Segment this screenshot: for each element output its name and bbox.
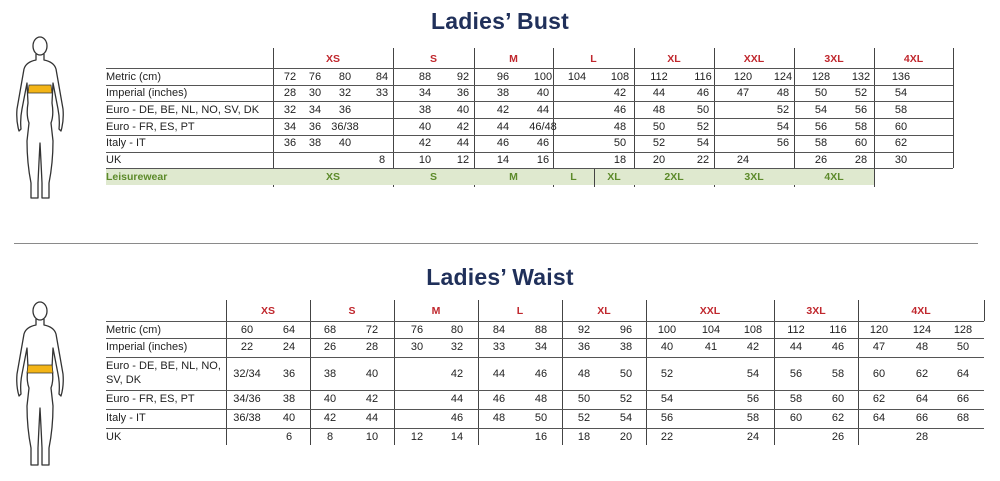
- waist-value: 60: [831, 393, 845, 405]
- bust-value: 26: [814, 154, 828, 166]
- waist-row-divider: [106, 321, 984, 322]
- waist-value: 22: [660, 431, 674, 443]
- waist-value: 20: [619, 431, 633, 443]
- bust-value: 120: [733, 70, 753, 83]
- waist-value: 92: [577, 324, 591, 336]
- waist-value: 104: [701, 324, 721, 336]
- bust-value: 38: [308, 137, 322, 150]
- waist-value: 50: [577, 393, 591, 405]
- waist-value: 28: [915, 431, 929, 443]
- bust-value: 46: [536, 137, 550, 150]
- waist-value: 32/34: [233, 368, 261, 380]
- waist-column-divider: [984, 300, 985, 321]
- waist-value: 62: [915, 368, 929, 380]
- waist-value: 64: [956, 368, 970, 380]
- bust-row-label: Euro - FR, ES, PT: [106, 120, 195, 133]
- waist-value: 6: [285, 431, 293, 443]
- waist-value: 48: [534, 393, 548, 405]
- leisure-divider: [594, 169, 595, 187]
- bust-value: 32: [283, 103, 297, 116]
- waist-value: 42: [365, 393, 379, 405]
- waist-value: 50: [956, 341, 970, 353]
- waist-value: 48: [577, 368, 591, 380]
- bust-value: 10: [418, 154, 432, 166]
- bust-value: 54: [814, 103, 828, 116]
- bust-size-header: L: [590, 53, 597, 65]
- waist-value: 54: [746, 368, 760, 380]
- bust-value: 58: [854, 120, 868, 133]
- bust-size-header: XS: [325, 53, 340, 65]
- bust-value: 108: [610, 70, 630, 83]
- waist-row-label: Imperial (inches): [106, 341, 188, 353]
- bust-value: 56: [776, 137, 790, 150]
- waist-value: 52: [577, 412, 591, 424]
- bust-value: 72: [283, 70, 297, 83]
- waist-row-divider: [106, 338, 984, 339]
- waist-value: 44: [492, 368, 506, 380]
- waist-row-label: Euro - FR, ES, PT: [106, 393, 195, 405]
- waist-value: 58: [789, 393, 803, 405]
- bust-value: 60: [894, 120, 908, 133]
- bust-value: 40: [418, 120, 432, 133]
- waist-value: 68: [956, 412, 970, 424]
- bust-row-label: Metric (cm): [106, 70, 161, 83]
- waist-size-header: XXL: [699, 305, 721, 317]
- waist-value: 38: [323, 368, 337, 380]
- waist-row-divider: [106, 357, 984, 358]
- waist-value: 42: [746, 341, 760, 353]
- waist-value: 60: [240, 324, 254, 336]
- waist-row-label: Italy - IT: [106, 412, 146, 424]
- leisurewear-size: S: [429, 171, 437, 184]
- bust-value: 54: [776, 120, 790, 133]
- bust-value: 58: [894, 103, 908, 116]
- bust-value: 30: [308, 87, 322, 100]
- waist-value: 34: [534, 341, 548, 353]
- waist-value: 58: [746, 412, 760, 424]
- waist-value: 56: [789, 368, 803, 380]
- waist-value: 28: [365, 341, 379, 353]
- bust-value: 50: [814, 87, 828, 100]
- waist-value: 24: [746, 431, 760, 443]
- female-figure-bust-icon: [10, 33, 70, 203]
- waist-value: 33: [492, 341, 506, 353]
- waist-value: 50: [619, 368, 633, 380]
- bust-value: 38: [418, 103, 432, 116]
- waist-value: 36/38: [233, 412, 261, 424]
- bust-value: 22: [696, 154, 710, 166]
- female-figure-waist-icon: [10, 298, 70, 470]
- bust-value: 52: [854, 87, 868, 100]
- waist-value: 46: [534, 368, 548, 380]
- bust-value: 34: [308, 103, 322, 116]
- waist-value: 112: [787, 324, 805, 336]
- bust-value: 50: [613, 137, 627, 150]
- bust-value: 28: [854, 154, 868, 166]
- bust-value: 112: [650, 70, 668, 83]
- waist-value: 10: [365, 431, 379, 443]
- waist-value: 14: [450, 431, 464, 443]
- waist-value: 50: [534, 412, 548, 424]
- bust-value: 132: [851, 70, 871, 83]
- waist-value: 46: [450, 412, 464, 424]
- bust-value: 54: [696, 137, 710, 150]
- bust-value: 42: [418, 137, 432, 150]
- bust-value: 42: [456, 120, 470, 133]
- waist-value: 26: [323, 341, 337, 353]
- waist-value: 64: [282, 324, 296, 336]
- divider: [14, 243, 978, 244]
- bust-value: 48: [652, 103, 666, 116]
- waist-value: 34/36: [233, 393, 261, 405]
- bust-value: 128: [811, 70, 831, 83]
- waist-value: 38: [282, 393, 296, 405]
- waist-value: 44: [450, 393, 464, 405]
- waist-value: 62: [872, 393, 886, 405]
- waist-value: 32: [450, 341, 464, 353]
- bust-value: 62: [894, 137, 908, 150]
- bust-value: 34: [418, 87, 432, 100]
- waist-value: 116: [829, 324, 847, 336]
- waist-value: 38: [619, 341, 633, 353]
- waist-value: 42: [450, 368, 464, 380]
- bust-value: 38: [496, 87, 510, 100]
- waist-value: 41: [704, 341, 718, 353]
- bust-value: 12: [456, 154, 470, 166]
- bust-value: 46: [696, 87, 710, 100]
- bust-value: 46: [613, 103, 627, 116]
- bust-row-label: Euro - DE, BE, NL, NO, SV, DK: [106, 103, 260, 116]
- waist-value: 40: [365, 368, 379, 380]
- bust-value: 36: [308, 120, 322, 133]
- waist-row-divider: [106, 409, 984, 410]
- bust-value: 76: [308, 70, 322, 83]
- bust-value: 24: [736, 154, 750, 166]
- waist-value: 100: [657, 324, 677, 336]
- bust-value: 60: [854, 137, 868, 150]
- bust-value: 88: [418, 70, 432, 83]
- bust-value: 48: [776, 87, 790, 100]
- waist-title: Ladies’ Waist: [426, 264, 574, 290]
- bust-value: 104: [567, 70, 587, 83]
- bust-value: 33: [375, 87, 389, 100]
- waist-row-label: UK: [106, 431, 122, 443]
- waist-size-header: 3XL: [806, 305, 826, 317]
- waist-value: 36: [577, 341, 591, 353]
- waist-value: 66: [915, 412, 929, 424]
- bust-value: 36: [283, 137, 297, 150]
- waist-value: 56: [746, 393, 760, 405]
- waist-value: 60: [872, 368, 886, 380]
- bust-value: 8: [378, 154, 386, 166]
- bust-size-header: S: [429, 53, 437, 65]
- leisurewear-size: L: [570, 171, 577, 184]
- bust-value: 16: [536, 154, 550, 166]
- bust-value: 52: [776, 103, 790, 116]
- bust-value: 42: [496, 103, 510, 116]
- bust-value: 56: [814, 120, 828, 133]
- waist-size-header: XL: [597, 305, 611, 317]
- bust-size-header: XL: [667, 53, 681, 65]
- bust-value: 20: [652, 154, 666, 166]
- waist-row-divider: [106, 428, 984, 429]
- bust-value: 92: [456, 70, 470, 83]
- waist-value: 124: [912, 324, 932, 336]
- waist-value: 108: [743, 324, 763, 336]
- waist-value: 40: [660, 341, 674, 353]
- bust-value: 44: [456, 137, 470, 150]
- waist-value: 64: [915, 393, 929, 405]
- waist-value: 12: [410, 431, 424, 443]
- waist-value: 44: [789, 341, 803, 353]
- bust-value: 32: [338, 87, 352, 100]
- bust-title: Ladies’ Bust: [431, 8, 569, 34]
- waist-value: 18: [577, 431, 591, 443]
- waist-value: 62: [831, 412, 845, 424]
- waist-value: 128: [953, 324, 973, 336]
- waist-value: 48: [492, 412, 506, 424]
- waist-value: 8: [326, 431, 334, 443]
- leisurewear-size: 4XL: [824, 171, 844, 184]
- waist-size-header: XS: [260, 305, 275, 317]
- bust-value: 54: [894, 87, 908, 100]
- waist-row-label: Euro - DE, BE, NL, NO, SV, DK: [106, 360, 221, 386]
- waist-value: 47: [872, 341, 886, 353]
- waist-value: 60: [789, 412, 803, 424]
- waist-row-divider: [106, 390, 984, 391]
- bust-column-divider: [953, 48, 954, 168]
- bust-value: 116: [694, 70, 712, 83]
- bust-row-label: Italy - IT: [106, 137, 146, 150]
- bust-value: 96: [496, 70, 510, 83]
- bust-row-label: UK: [106, 154, 122, 166]
- waist-size-header: 4XL: [911, 305, 931, 317]
- waist-value: 58: [831, 368, 845, 380]
- waist-value: 54: [619, 412, 633, 424]
- waist-value: 42: [323, 412, 337, 424]
- bust-value: 100: [533, 70, 553, 83]
- leisurewear-size: 3XL: [744, 171, 764, 184]
- bust-value: 80: [338, 70, 352, 83]
- bust-size-header: M: [509, 53, 518, 65]
- waist-value: 40: [323, 393, 337, 405]
- waist-value: 80: [450, 324, 464, 336]
- waist-value: 52: [660, 368, 674, 380]
- waist-value: 22: [240, 341, 254, 353]
- bust-value: 42: [613, 87, 627, 100]
- bust-size-header: 4XL: [903, 53, 924, 65]
- waist-value: 96: [619, 324, 633, 336]
- waist-value: 68: [323, 324, 337, 336]
- bust-value: 46: [496, 137, 510, 150]
- bust-value: 47: [736, 87, 750, 100]
- bust-value: 34: [283, 120, 297, 133]
- leisurewear-label: Leisurewear: [106, 171, 168, 184]
- bust-value: 36/38: [331, 120, 359, 133]
- bust-value: 36: [338, 103, 352, 116]
- waist-value: 26: [831, 431, 845, 443]
- bust-value: 52: [652, 137, 666, 150]
- bust-row-label: Imperial (inches): [106, 87, 188, 100]
- bust-value: 84: [375, 70, 389, 83]
- bust-size-header: 3XL: [824, 53, 844, 65]
- bust-value: 124: [773, 70, 793, 83]
- waist-value: 56: [660, 412, 674, 424]
- waist-value: 30: [410, 341, 424, 353]
- leisurewear-size: M: [509, 171, 518, 184]
- waist-value: 48: [915, 341, 929, 353]
- waist-value: 52: [619, 393, 633, 405]
- leisurewear-size: XL: [607, 171, 621, 184]
- waist-value: 44: [365, 412, 379, 424]
- waist-size-header: S: [348, 305, 356, 317]
- bust-value: 56: [854, 103, 868, 116]
- bust-value: 44: [652, 87, 666, 100]
- bust-value: 40: [536, 87, 550, 100]
- bust-value: 46/48: [529, 120, 557, 133]
- bust-value: 50: [696, 103, 710, 116]
- bust-value: 48: [613, 120, 627, 133]
- waist-size-header: L: [516, 305, 524, 317]
- waist-value: 40: [282, 412, 296, 424]
- waist-value: 16: [534, 431, 548, 443]
- bust-value: 44: [536, 103, 550, 116]
- bust-value: 36: [456, 87, 470, 100]
- bust-value: 44: [496, 120, 510, 133]
- waist-value: 120: [869, 324, 889, 336]
- bust-value: 40: [338, 137, 352, 150]
- waist-value: 66: [956, 393, 970, 405]
- waist-value: 54: [660, 393, 674, 405]
- leisurewear-size: 2XL: [664, 171, 684, 184]
- waist-value: 72: [365, 324, 379, 336]
- bust-value: 136: [891, 70, 911, 83]
- waist-value: 88: [534, 324, 548, 336]
- bust-value: 14: [496, 154, 510, 166]
- waist-value: 84: [492, 324, 506, 336]
- bust-value: 50: [652, 120, 666, 133]
- waist-value: 46: [492, 393, 506, 405]
- bust-row-divider: [106, 168, 953, 169]
- bust-size-header: XXL: [743, 53, 765, 65]
- waist-value: 24: [282, 341, 296, 353]
- waist-size-header: M: [431, 305, 441, 317]
- bust-value: 52: [696, 120, 710, 133]
- bust-value: 28: [283, 87, 297, 100]
- waist-value: 64: [872, 412, 886, 424]
- waist-value: 46: [831, 341, 845, 353]
- bust-value: 58: [814, 137, 828, 150]
- leisurewear-size: XS: [325, 171, 340, 184]
- bust-value: 18: [613, 154, 627, 166]
- bust-value: 40: [456, 103, 470, 116]
- waist-value: 36: [282, 368, 296, 380]
- waist-row-label: Metric (cm): [106, 324, 161, 336]
- bust-value: 30: [894, 154, 908, 166]
- waist-value: 76: [410, 324, 424, 336]
